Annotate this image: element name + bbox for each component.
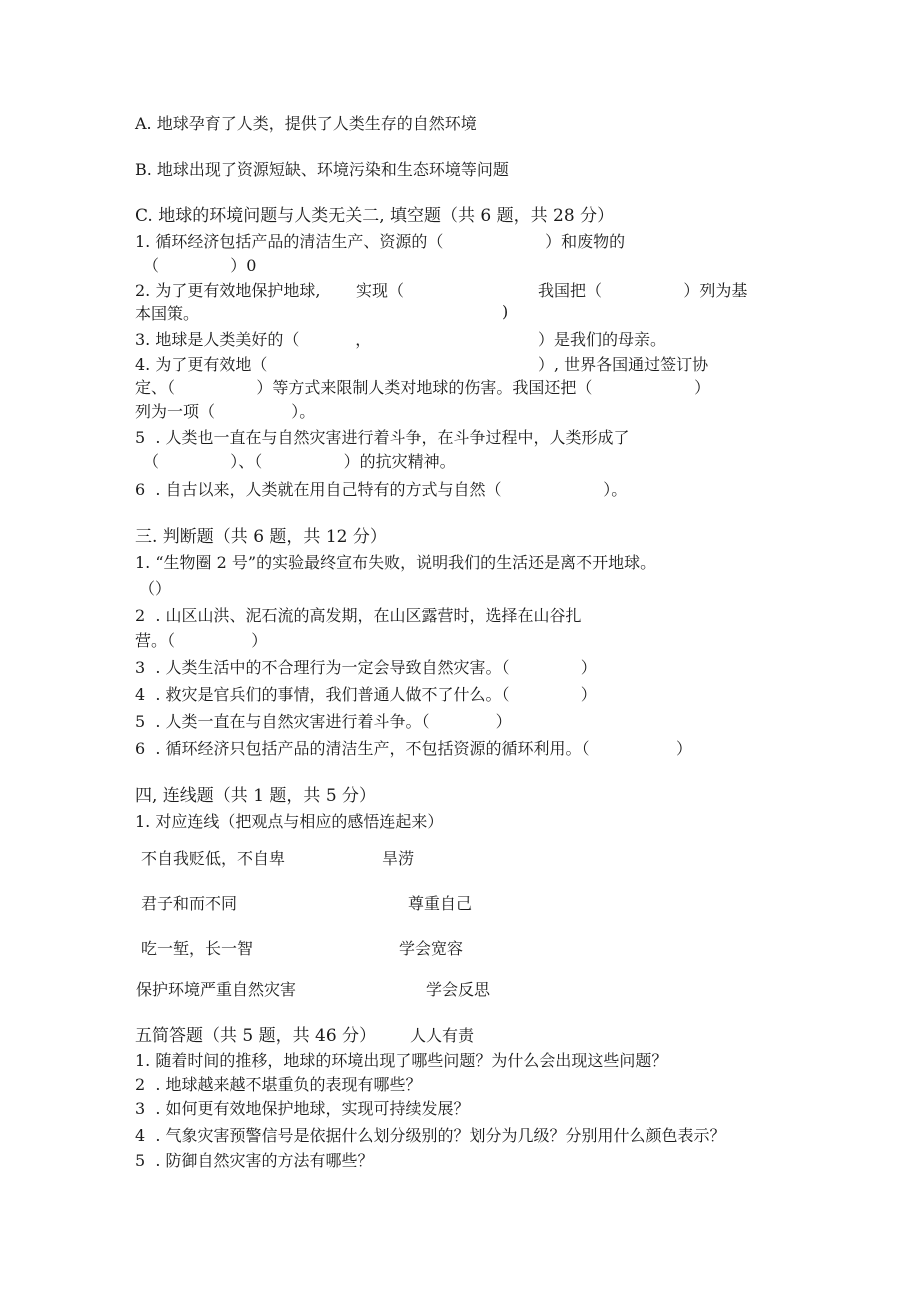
matching-left-item: 保护环境严重自然灾害 (136, 980, 297, 999)
short-answer-q3: 3 . 如何更有效地保护地球，实现可持续发展？ (135, 1099, 470, 1118)
option-c-and-fill-heading: C. 地球的环境问题与人类无关二, 填空题（共 6 题，共 28 分） (135, 206, 615, 226)
judgment-q4: 4 . 救灾是官兵们的事情，我们普通人做不了什么。（ ） (135, 685, 597, 704)
matching-right-item: 学会宽容 (399, 939, 464, 958)
fill-q4-line1-end: ）, 世界各国通过签订协 (538, 355, 709, 374)
short-answer-q2: 2 . 地球越来越不堪重负的表现有哪些？ (135, 1075, 422, 1094)
fill-q2-part1: 2. 为了更有效地保护地球, 实现（ (135, 281, 405, 300)
fill-q4-line2: 定、（ ）等方式来限制人类对地球的伤害。我国还把（ ） (135, 378, 711, 397)
fill-q1-line2: （ ）0 (143, 256, 257, 275)
short-answer-q1: 1. 随着时间的推移，地球的环境出现了哪些问题？为什么会出现这些问题？ (135, 1051, 668, 1070)
judgment-q5: 5 . 人类一直在与自然灾害进行着斗争。（ ） (135, 712, 512, 731)
matching-left-item: 吃一堑，长一智 (141, 939, 254, 958)
fill-q3-end: ）是我们的母亲。 (538, 330, 667, 349)
fill-q2-line2: 本国策。 (135, 304, 200, 323)
matching-right-item: 学会反思 (426, 980, 491, 999)
fill-q6: 6 . 自古以来，人类就在用自己特有的方式与自然（ ）。 (135, 480, 628, 499)
short-answer-q4: 4 . 气象灾害预警信号是依据什么划分级别的？划分为几级？分别用什么颜色表示？ (135, 1126, 726, 1145)
short-answer-heading: 五简答题（共 5 题，共 46 分） (135, 1026, 377, 1046)
matching-left-item: 君子和而不同 (141, 894, 238, 913)
fill-q2-paren: ) (502, 302, 509, 321)
option-b: B. 地球出现了资源短缺、环境污染和生态环境等问题 (135, 160, 509, 179)
short-answer-floating-item: 人人有责 (410, 1026, 475, 1045)
fill-q5-line2: （ ）、（ ）的抗灾精神。 (143, 452, 456, 471)
matching-right-item: 尊重自己 (408, 894, 473, 913)
matching-instruction: 1. 对应连线（把观点与相应的感悟连起来） (135, 812, 444, 831)
matching-heading: 四, 连线题（共 1 题，共 5 分） (135, 786, 377, 806)
matching-left-item: 不自我贬低，不自卑 (141, 849, 286, 868)
fill-q4-line1: 4. 为了更有效地（ (135, 355, 268, 374)
judgment-q6: 6 . 循环经济只包括产品的清洁生产，不包括资源的循环利用。（ ） (135, 739, 692, 758)
short-answer-q5: 5 . 防御自然灾害的方法有哪些？ (135, 1151, 374, 1170)
fill-q5-line1: 5 . 人类也一直在与自然灾害进行着斗争，在斗争过程中，人类形成了 (135, 428, 630, 447)
judgment-q1-line1: 1. “生物圈 2 号”的实验最终宣布失败，说明我们的生活还是离不开地球。 (135, 553, 657, 572)
fill-q2-part2: 我国把（ ）列为基 (538, 281, 748, 300)
judgment-heading: 三. 判断题（共 6 题，共 12 分） (135, 527, 387, 547)
judgment-q1-line2: （） (139, 579, 172, 598)
judgment-q2-line2: 营。（ ） (135, 631, 268, 650)
matching-right-item: 旱涝 (382, 849, 415, 868)
option-a: A. 地球孕育了人类，提供了人类生存的自然环境 (135, 114, 477, 133)
fill-q3: 3. 地球是人类美好的（ ， (135, 330, 372, 349)
judgment-q3: 3 . 人类生活中的不合理行为一定会导致自然灾害。（ ） (135, 658, 597, 677)
judgment-q2-line1: 2 . 山区山洪、泥石流的高发期，在山区露营时，选择在山谷扎 (135, 606, 582, 625)
fill-q4-line3: 列为一项（ ）。 (135, 402, 316, 421)
fill-q1-line1: 1. 循环经济包括产品的清洁生产、资源的（ ）和废物的 (135, 232, 626, 251)
